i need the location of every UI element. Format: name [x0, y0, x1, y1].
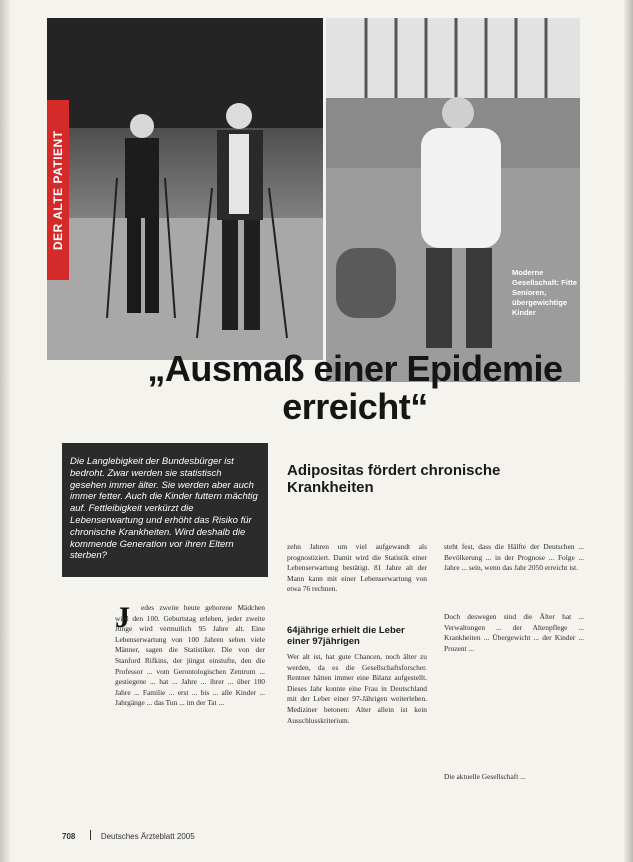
body-column-3 [444, 542, 584, 574]
body-text-col1: edes zweite heute geborene Mädchen wird den 100. Geburtstag erleben, jeder zweite Junge wird vermutlich 95 Jahre alt. Eine Lebenserwartung von 100 Jahren sehen viele Männer, sagen die Statistiker. Die von der Stanford Rifkins, der jüngst einstufte, den die Professor ... vom Gerontologischen Zentrum ... gestiegene ... hat ... Jahre ... ihrer ... über 100 Jahre ... Familie ... erst ... bis ... alle Kinder ... Jahrgänge ... das Tun ... im der Tat ... [115, 603, 265, 708]
photo-left-drawing [47, 18, 323, 360]
photo-caption: Moderne Gesellschaft: Fitte Senioren, übergewichtige Kinder [512, 268, 578, 317]
photo-overweight-child [326, 18, 580, 382]
body-column-2b [287, 652, 427, 726]
body-text-col2: zehn Jahren um viel aufgewandt als prognostiziert. Damit wird die Statistik einer Lebenserwartung bestätigt. 81 Jahre alt der Mann kann mit einer Lebenserwartung von etwa 76 rechnen. [287, 542, 427, 594]
body-column-1 [115, 603, 265, 709]
page-number: 708 [62, 832, 76, 841]
body-column-3c [444, 772, 584, 783]
body-column-2 [287, 542, 427, 595]
body-text-col2b: Wer alt ist, hat gute Chancen, noch älter zu werden, da es die Gesellschaftsforscher. Rentner hätten immer eine Bilanz aufgestellt. Dieses Jahr konnte eine Frau in Deutschland mit der Leber einer 97-Jährigen weiterleben. Mediziner betonen: Alter allein ist kein Ausschlusskriterium. [287, 652, 427, 725]
column-subhead: 64jährige erhielt die Leber einer 97jährigen [287, 625, 405, 647]
photo-right-drawing [326, 18, 580, 382]
section-title: Adipositas fördert chronische Krankheiten [287, 462, 501, 496]
lead-text: Die Langlebigkeit der Bundesbürger ist bedroht. Zwar werden sie statistisch gesehen immer älter. Sie werden aber auch immer fetter. Auch die Kinder futtern mächtig auf. Fettleibigkeit verkürzt die Lebenserwartung und erhöht das Risiko für chronische Krankheiten. Wird deshalb die kommende Generation vor ihren Eltern sterben? [70, 456, 258, 562]
body-text-col3c: Die aktuelle Gesellschaft ... [444, 772, 526, 781]
body-text-col3b: Doch deswegen sind die Älter hat ... Verwaltungen ... der Altenpflege ... Krankheiten ... Übergewicht ... der Kinder ... Prozent ... [444, 612, 584, 653]
page-gutter [0, 0, 10, 862]
article-headline: „Ausmaß einer Epidemie erreicht“ [147, 348, 563, 427]
page-footer [62, 830, 582, 841]
footer-source: Deutsches Ärzteblatt 2005 [100, 832, 195, 841]
footer-divider [90, 830, 91, 840]
photo-nordic-walking-seniors [47, 18, 323, 360]
drop-cap: J [115, 601, 130, 634]
body-column-3b [444, 612, 584, 654]
section-tag: DER ALTE PATIENT [47, 100, 69, 280]
page-edge [623, 0, 633, 862]
body-text-col3: steht fest, dass die Hälfte der Deutschen ... Bevölkerung ... in der Prognose ... Folge ... Jahre ... sein, wenn das Jahr 2050 erreicht ist. [444, 542, 584, 573]
